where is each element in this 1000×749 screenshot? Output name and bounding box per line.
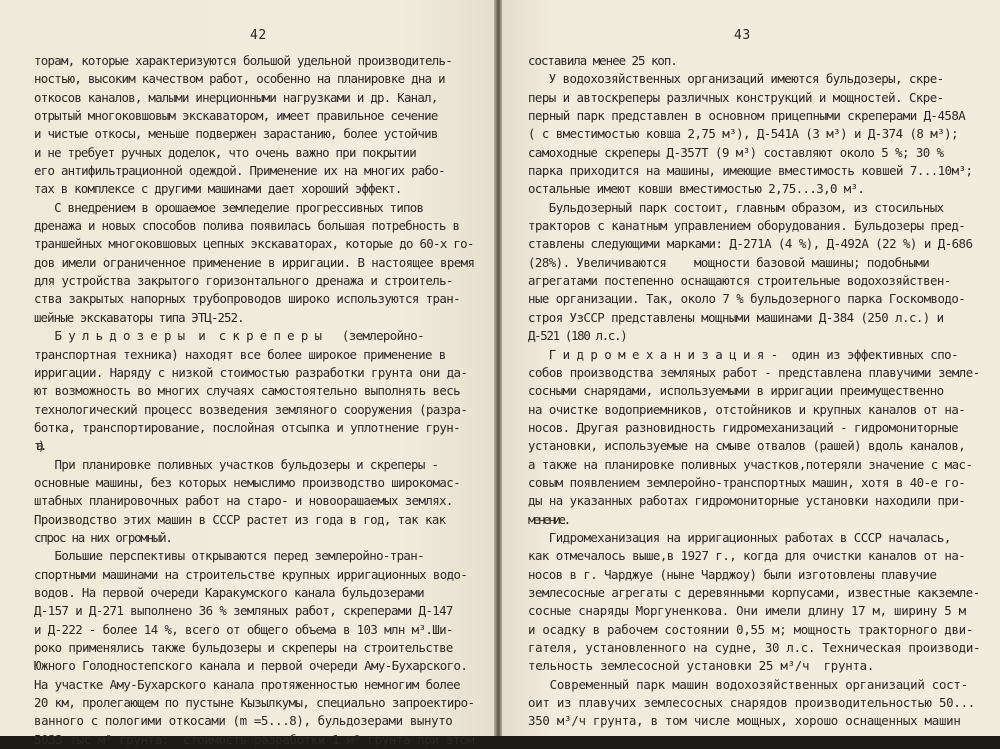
text-line: С внедрением в орошаемое земледелие прогрессивных типов	[34, 199, 424, 215]
text-line: траншейных многоковшовых цепных экскаваторах, которые до 60-х го-	[34, 236, 474, 252]
text-line: водов. На первой очереди Каракумского канала бульдозерами	[34, 584, 424, 600]
text-line: тракторов с канатным управлением оборудования. Бульдозеры пред-	[528, 218, 966, 234]
text-line: и не требует ручных доделок, что очень важно при покрытии	[34, 144, 416, 160]
text-line: перный парк представлен в основном прицепными скреперами Д-458А	[528, 108, 966, 124]
text-line: ства закрытых напорных трубопроводов широко используются тран-	[34, 291, 461, 307]
text-line: Б у л ь д о з е р ы и с к р е п е р ы (землеройно-	[34, 328, 424, 344]
text-line: агрегатами постепенно оснащаются строительные водохозяйствен-	[528, 273, 951, 289]
text-line: Большие перспективы открываются перед землеройно-тран-	[34, 548, 424, 564]
text-line: носов в г. Чарджуе (ныне Чарджоу) были изготовлены плавучие	[528, 566, 937, 582]
text-line: и осадку в рабочем состоянии 0,55 м; мощность тракторного дви-	[528, 621, 974, 637]
text-line: его антифильтрационной одеждой. Применение их на многих рабо-	[34, 163, 445, 179]
text-line: технологический процесс возведения земляного сооружения (разра-	[34, 401, 468, 417]
book-gutter	[494, 0, 502, 736]
text-line: (28%). Увеличиваются мощности базовой машины; подобными	[528, 254, 930, 270]
text-line: самоходные скреперы Д-357Т (9 м³) составляют около 5 %; 30 %	[528, 144, 944, 160]
text-line: ные организации. Так, около 7 % бульдозерного парка Госкомводо-	[528, 291, 966, 307]
text-line: ( с вместимостью ковша 2,75 м³), Д-541А (3 м³) и Д-374 (8 м³);	[528, 126, 959, 142]
left-page-text	[34, 52, 474, 749]
text-line: Производство этих машин в СССР растет из года в год, так как	[34, 511, 446, 527]
text-line: ванного с пологими откосами (m =5...8), бульдозерами вынуто	[34, 713, 453, 729]
text-line: ностью, высоким качеством работ, особенно на планировке дна и	[34, 71, 445, 87]
text-line: шейные экскаваторы типа ЭТЦ-252.	[34, 309, 244, 325]
text-line: составила менее 25 коп.	[528, 53, 677, 68]
text-line: а также на планировке поливных участков,потеряли значение с мас-	[528, 456, 973, 472]
text-line: оит из плавучих землесосных снарядов производительностью 50...	[528, 695, 976, 711]
text-line: ставлены следующими марками: Д-271А (4 %), Д-492А (22 %) и Д-686	[528, 236, 973, 252]
text-line: штабных планировочных работ на старо- и новоорашаемых землях.	[34, 493, 453, 509]
text-line: и чистые откосы, меньше подвержен зарастанию, более устойчив	[34, 126, 438, 142]
text-line: носов. Другая разновидность гидромеханизаций - гидромониторные	[528, 419, 959, 435]
text-line: торам, которые характеризуются большой удельной производитель-	[34, 53, 453, 68]
text-line: На участке Аму-Бухарского канала протяженностью немногим более	[34, 676, 461, 692]
text-line: как отмечалось выше,в 1927 г., когда для очистки каналов от на-	[528, 548, 966, 564]
text-line: перы и автоскреперы различных конструкций и мощностей. Скре-	[528, 89, 944, 105]
text-line: Д-521 (180 л.с.)	[528, 328, 627, 344]
text-line: Современный парк машин водохозяйственных организаций сост-	[528, 676, 968, 692]
text-line: совым появлением землеройно-транспортных машин, хотя в 40-е го-	[528, 474, 966, 490]
text-line: При планировке поливных участков бульдозеры и скреперы -	[34, 456, 439, 472]
text-line: откосов каналов, малыми инерционными нагрузками и др. Канал,	[34, 89, 438, 105]
text-line: для устройства закрытого горизонтального дренажа и строитель-	[34, 273, 453, 289]
text-line: Южного Голодностепского канала и первой очереди Аму-Бухарского.	[34, 658, 468, 674]
text-line: на очистке водоприемников, отстойников и крупных каналов от на-	[528, 401, 966, 417]
text-line: Г и д р о м е х а н и з а ц и я - один из эффективных спо-	[528, 346, 959, 362]
left-page	[0, 0, 494, 747]
text-line: 5033 тыс м³ грунта; стоимость разработки 1 м³ грунта при этом	[34, 731, 475, 747]
text-line: тельность землесосной установки 25 м³/ч грунта.	[528, 658, 875, 674]
text-line: дренажа и новых способов полива появилась большая потребность в	[34, 218, 460, 234]
page-number-left: 42	[250, 28, 267, 43]
text-line: сосные снаряды Моргуненкова. Они имели длину 17 м, ширину 5 м	[528, 603, 966, 619]
text-line: парка приходится на машины, имеющие вместимость ковшей 7...10м³;	[528, 163, 973, 179]
text-line: остальные имеют ковши вместимостью 2,75...3,0 м³.	[528, 181, 865, 197]
text-line: гателя, установленного на судне, 30 л.с. Техническая производи-	[528, 640, 981, 655]
text-line: ют возможность во многих случаях самостоятельно выполнять весь	[34, 383, 461, 399]
text-line: ды на указанных работах гидромониторные установки находили при-	[528, 493, 966, 509]
text-line: спрос на них огромный.	[34, 529, 172, 545]
text-line: землесосные агрегаты с деревянными корпусами, известные какземле-	[528, 584, 980, 600]
text-line: Бульдозерный парк состоит, главным образом, из стосильных	[528, 199, 944, 215]
text-line: 20 км, пролегающем по пустыне Кызылкумы, специально запроектиро-	[34, 695, 475, 711]
text-line: основные машины, без которых немыслимо производство широкомас-	[34, 474, 461, 490]
text-line: ботка, транспортирование, послойная отсыпка и уплотнение грун-	[34, 419, 461, 435]
text-line: 350 м³/ч грунта, в том числе мощных, хорошо оснащенных машин	[528, 713, 961, 729]
text-line: тах в комплексе с другими машинами дает хороший эффект.	[34, 181, 402, 197]
text-line: та).	[34, 438, 42, 454]
text-line: отрытый многоковшовым экскаватором, имеет правильное сечение	[34, 108, 438, 124]
right-page	[502, 0, 1000, 736]
text-line: транспортная техника) находят все более широкое применение в	[34, 346, 446, 362]
text-line: и Д-222 - более 14 %, всего от общего объема в 103 млн м³.Ши-	[34, 621, 453, 637]
page-number-right: 43	[734, 28, 751, 43]
text-line: Д-157 и Д-271 выполнено 36 % земляных работ, скреперами Д-147	[34, 603, 453, 619]
text-line: спортными машинами на строительстве крупных ирригационных водо-	[34, 566, 468, 582]
text-line: Гидромеханизация на ирригационных работах в СССР началась,	[528, 529, 951, 545]
text-line: менение.	[528, 511, 569, 527]
text-line: собов производства земляных работ - представлена плавучими земле-	[528, 364, 980, 380]
right-page-text	[528, 52, 980, 731]
text-line: дов имели ограниченное применение в ирригации. В настоящее время	[34, 254, 475, 270]
text-line: установки, используемые на смыве отвалов (рашей) вдоль каналов,	[528, 438, 966, 454]
text-line: роко применялись также бульдозеры и скреперы на строительстве	[34, 640, 453, 655]
text-line: строя УзССР представлены мощными машинами Д-384 (250 л.с.) и	[528, 309, 944, 325]
text-line: сосными снарядами, используемыми в ирригации преимущественно	[528, 383, 944, 399]
text-line: У водохозяйственных организаций имеются бульдозеры, скре-	[528, 71, 944, 87]
text-line: ирригации. Наряду с низкой стоимостью разработки грунта они да-	[34, 364, 468, 380]
